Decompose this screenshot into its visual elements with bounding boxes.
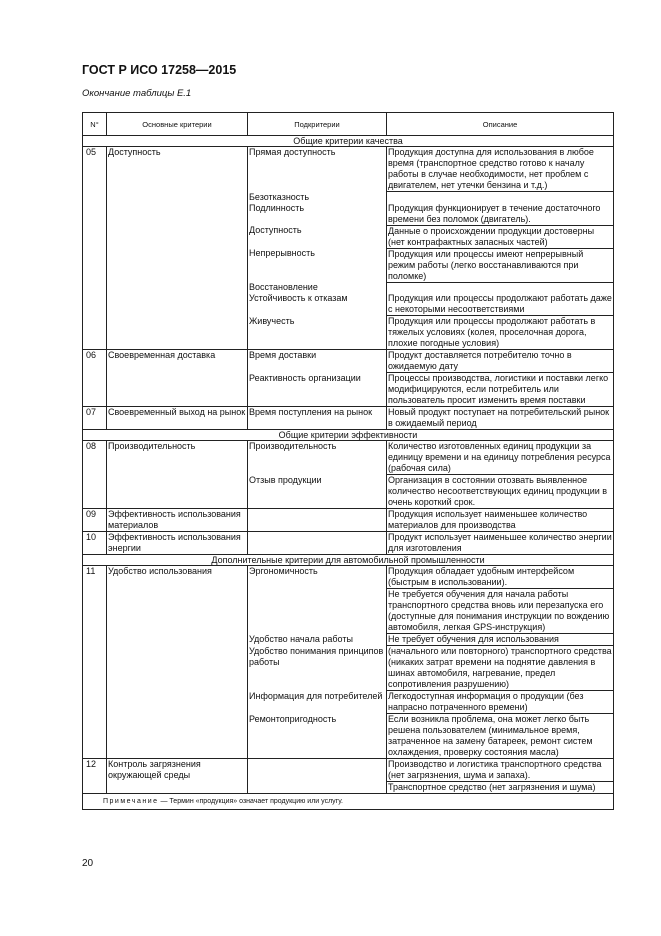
- subcriterion: [248, 589, 387, 634]
- main-criterion: Эффективность использования энергии: [107, 532, 248, 555]
- section-header-row: [83, 555, 614, 566]
- criterion-number: [83, 475, 107, 509]
- main-criterion: [107, 475, 248, 509]
- subcriterion: Время поступления на рынок: [248, 407, 387, 430]
- criterion-description: Продукция или процессы продолжают работать даже с некоторыми несоответствиями: [388, 293, 612, 314]
- main-criterion: Производительность: [107, 441, 248, 475]
- table-row: [83, 759, 614, 782]
- table-row: [83, 203, 614, 226]
- criterion-number: [83, 373, 107, 407]
- main-criterion: [107, 203, 248, 226]
- subcriterion: [248, 509, 387, 532]
- main-criterion: [107, 316, 248, 350]
- subcriterion: Удобство понимания принципов работы: [248, 646, 387, 691]
- criterion-description: Транспортное средство (нет загрязнения и шума): [387, 782, 614, 794]
- criterion-number: [83, 782, 107, 794]
- criterion-description: Продукция доступна для использования в любое время (транспортное средство готово к началу работы в случае необходимости, нет проблем с двигателем, нет утечки бензина и т.д.): [387, 147, 614, 192]
- criterion-number: 08: [83, 441, 107, 475]
- subcriterion: Восстановление: [248, 282, 387, 293]
- criterion-description: Продукция или процессы продолжают работать в тяжелых условиях (колея, проселочная дорога, плохие погодные условия): [387, 316, 614, 350]
- table-header-row: [83, 113, 614, 136]
- main-criterion: [107, 782, 248, 794]
- section-title: Общие критерии эффективности: [83, 430, 614, 441]
- criterion-number: 05: [83, 147, 107, 192]
- main-criterion: Доступность: [107, 147, 248, 192]
- subcriterion: [248, 532, 387, 555]
- table-row: [83, 248, 614, 282]
- criterion-number: 06: [83, 350, 107, 373]
- section-header-row: [83, 136, 614, 147]
- main-criterion: Своевременный выход на рынок: [107, 407, 248, 430]
- table-row: [83, 282, 614, 293]
- subcriterion: Эргономичность: [248, 566, 387, 589]
- criterion-description: Продукт доставляется потребителю точно в ожидаемую дату: [387, 350, 614, 373]
- main-criterion: [107, 373, 248, 407]
- subcriterion: Ремонтопригодность: [248, 714, 387, 759]
- table-row: [83, 589, 614, 634]
- criterion-number: [83, 714, 107, 759]
- criterion-number: 09: [83, 509, 107, 532]
- subcriterion: Время доставки: [248, 350, 387, 373]
- criterion-description: Количество изготовленных единиц продукции за единицу времени и на единицу потребления ресурса (рабочая сила): [387, 441, 614, 475]
- main-criterion: [107, 225, 248, 248]
- main-criterion: Эффективность использования материалов: [107, 509, 248, 532]
- criterion-description: Продукция обладает удобным интерфейсом (быстрым в использовании).: [387, 566, 614, 589]
- criterion-description: [387, 192, 614, 203]
- table-row: [83, 509, 614, 532]
- table-row: [83, 316, 614, 350]
- criterion-description: Продукция или процессы имеют непрерывный режим работы (легко восстанавливаются при поломке): [387, 248, 614, 282]
- criterion-number: [83, 203, 107, 226]
- criterion-description: Новый продукт поступает на потребительский рынок в ожидаемый период: [387, 407, 614, 430]
- criterion-number: [83, 646, 107, 691]
- subcriterion: Удобство начала работы: [248, 634, 387, 646]
- main-criterion: [107, 634, 248, 646]
- note-label: Примечание: [103, 798, 159, 805]
- main-criterion: [107, 646, 248, 691]
- subcriterion: Производительность: [248, 441, 387, 475]
- table-row: [83, 407, 614, 430]
- subcriterion: Прямая доступность: [248, 147, 387, 192]
- criterion-number: [83, 634, 107, 646]
- criterion-number: [83, 248, 107, 282]
- criterion-number: [83, 293, 107, 316]
- criterion-description: Организация в состоянии отозвать выявленное количество несоответствующих единиц продукции в очень короткий срок.: [387, 475, 614, 509]
- main-criterion: [107, 282, 248, 293]
- criterion-number: 07: [83, 407, 107, 430]
- table-row: [83, 475, 614, 509]
- main-criterion: [107, 714, 248, 759]
- criterion-number: 11: [83, 566, 107, 589]
- criterion-description: Продукт использует наименьшее количество энергии для изготовления: [388, 532, 612, 553]
- section-header-row: [83, 430, 614, 441]
- table-row: [83, 532, 614, 555]
- table-row: [83, 350, 614, 373]
- criterion-number: 12: [83, 759, 107, 782]
- criterion-description: Легкодоступная информация о продукции (без напрасно потраченного времени): [387, 691, 614, 714]
- criterion-description: Данные о происхождении продукции достоверны (нет контрафактных запасных частей): [387, 225, 614, 248]
- subcriterion: Подлинность: [248, 203, 387, 226]
- table-row: [83, 691, 614, 714]
- table-caption: Окончание таблицы Е.1: [82, 88, 192, 99]
- document-title: ГОСТ Р ИСО 17258—2015: [82, 63, 237, 77]
- criterion-number: [83, 691, 107, 714]
- table-row: [83, 441, 614, 475]
- criterion-description: Продукция функционирует в течение достаточного времени без поломок (двигатель).: [387, 203, 614, 226]
- subcriterion: Безотказность: [248, 192, 387, 203]
- main-criterion: [107, 293, 248, 316]
- main-criterion: Удобство использования: [107, 566, 248, 589]
- subcriterion: Живучесть: [248, 316, 387, 350]
- table-note: [83, 794, 614, 810]
- table-row: [83, 646, 614, 691]
- page-number: 20: [82, 858, 94, 869]
- table-row: [83, 714, 614, 759]
- table-row: [83, 566, 614, 589]
- main-criterion: Контроль загрязнения окружающей среды: [107, 759, 248, 782]
- subcriterion: Непрерывность: [248, 248, 387, 282]
- criteria-table: [82, 112, 614, 810]
- criterion-description: Если возникла проблема, она может легко быть решена пользователем (минимальное время, затраченное на замену батареек, ремонт систем охлаждения, проверку состояния масла): [387, 714, 614, 759]
- criterion-description: Процессы производства, логистики и поставки легко модифицируются, если потребитель или пользователь просит изменить время поставки: [387, 373, 614, 407]
- criterion-number: 10: [83, 532, 107, 555]
- table-note-row: [83, 794, 614, 810]
- criterion-description: Не требует обучения для использования: [387, 634, 614, 646]
- criterion-description: (начального или повторного) транспортного средства (никаких затрат времени на поднятие давления в шинах автомобиля, нагревание, предел сопротивления разрушению): [388, 646, 612, 689]
- table-row: [83, 225, 614, 248]
- table-row: [83, 293, 614, 316]
- main-criterion: [107, 192, 248, 203]
- main-criterion: [107, 691, 248, 714]
- subcriterion: Устойчивость к отказам: [248, 293, 387, 316]
- section-title: Дополнительные критерии для автомобильной промышленности: [83, 555, 614, 566]
- table-row: [83, 147, 614, 192]
- criterion-number: [83, 192, 107, 203]
- subcriterion: [248, 782, 387, 794]
- header-subcriteria: Подкритерии: [248, 113, 387, 136]
- table-row: [83, 373, 614, 407]
- subcriterion: [248, 759, 387, 782]
- header-main-criteria: Основные критерии: [107, 113, 248, 136]
- subcriterion: Информация для потребителей: [248, 691, 387, 714]
- criterion-description: Продукция использует наименьшее количество материалов для производства: [387, 509, 614, 532]
- subcriterion: Доступность: [248, 225, 387, 248]
- criterion-description: [387, 282, 614, 293]
- table-row: [83, 782, 614, 794]
- section-title: Общие критерии качества: [83, 136, 614, 147]
- main-criterion: Своевременная доставка: [107, 350, 248, 373]
- criterion-number: [83, 225, 107, 248]
- criterion-number: [83, 282, 107, 293]
- table-row: [83, 192, 614, 203]
- header-description: Описание: [387, 113, 614, 136]
- header-number: N°: [83, 113, 107, 136]
- criterion-number: [83, 589, 107, 634]
- main-criterion: [107, 248, 248, 282]
- table-row: [83, 634, 614, 646]
- subcriterion: Реактивность организации: [248, 373, 387, 407]
- criterion-number: [83, 316, 107, 350]
- subcriterion: Отзыв продукции: [248, 475, 387, 509]
- criterion-description: Производство и логистика транспортного средства (нет загрязнения, шума и запаха).: [387, 759, 614, 782]
- main-criterion: [107, 589, 248, 634]
- criterion-description: Не требуется обучения для начала работы транспортного средства вновь или перезапуска его (доступные для понимания инструкции по вождению автомобиля, легкая GPS-инструкция): [387, 589, 614, 634]
- note-text: — Термин «продукция» означает продукцию или услугу.: [158, 798, 343, 805]
